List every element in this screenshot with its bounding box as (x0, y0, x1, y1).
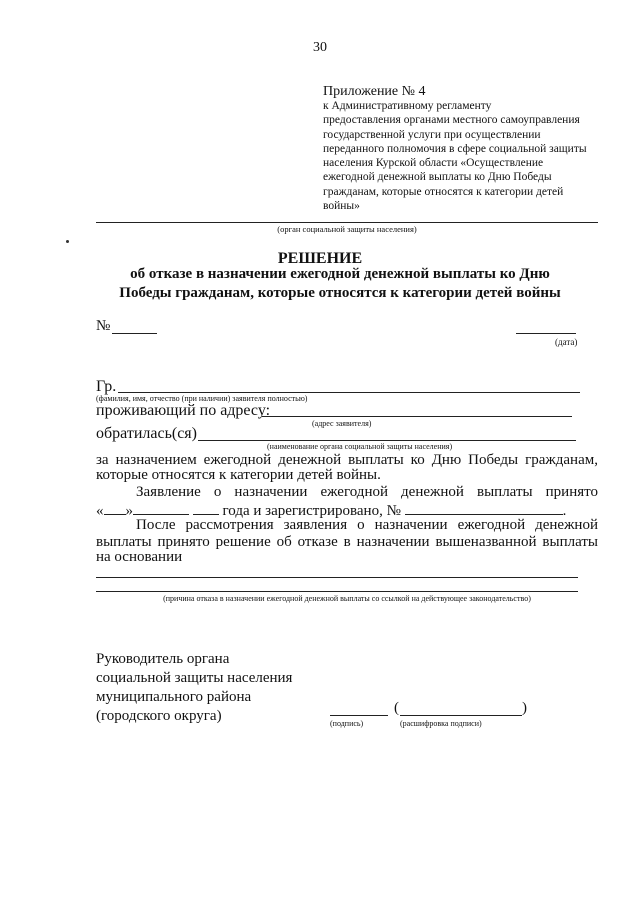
date-line (516, 333, 576, 334)
appendix-line: предоставления органами местного самоуправления (323, 114, 580, 127)
sign-line (330, 715, 388, 716)
month-blank (133, 500, 189, 515)
paragraph-text: на основании (96, 549, 183, 565)
decision-subtitle-line2: Победы гражданам, которые относятся к категории детей войны (119, 285, 561, 301)
reg-number-blank (405, 500, 563, 515)
organ-line (96, 222, 598, 223)
address-line (262, 416, 572, 417)
signature-line: Руководитель органа (96, 651, 230, 667)
year-blank (193, 500, 219, 515)
registration-text: года и зарегистрировано, № (222, 503, 401, 519)
paragraph-text: Заявление о назначении ежегодной денежной выплаты принято (136, 484, 598, 500)
reason-caption: (причина отказа в назначении ежегодной денежной выплаты со ссылкой на действующее законодательство) (163, 594, 531, 603)
day-blank (104, 500, 126, 515)
citizen-caption: (фамилия, имя, отчество (при наличии) заявителя полностью) (96, 394, 308, 403)
appendix-line: к Административному регламенту (323, 100, 492, 112)
decode-caption: (расшифровка подписи) (400, 719, 482, 728)
signature-line: муниципального района (96, 689, 252, 705)
paragraph-text: выплаты принято решение об отказе в назначении вышеназванной выплаты (96, 534, 598, 550)
applied-label: обратилась(ся) (96, 425, 197, 442)
date-caption: (дата) (555, 337, 578, 347)
signature-line: социальной защиты населения (96, 670, 293, 686)
reason-line-2 (96, 591, 578, 592)
number-label: № (96, 318, 111, 334)
decode-close-paren: ) (522, 700, 527, 716)
signature-title (96, 650, 292, 726)
citizen-line (118, 392, 580, 393)
open-quote: « (96, 503, 104, 519)
decode-open-paren: ( (394, 700, 399, 716)
decision-subtitle-line1: об отказе в назначении ежегодной денежной выплаты ко Дню (130, 266, 550, 282)
appendix-line: государственной услуги при осуществлении (323, 128, 541, 141)
paragraph-text: После рассмотрения заявления о назначении ежегодной денежной (136, 517, 598, 533)
decision-title: РЕШЕНИЕ (277, 250, 363, 267)
applied-caption: (наименование органа социальной защиты населения) (267, 442, 453, 451)
signature-line: (городского округа) (96, 708, 222, 724)
address-caption: (адрес заявителя) (312, 419, 372, 428)
appendix-line: войны» (323, 200, 360, 213)
sign-caption: (подпись) (330, 719, 364, 728)
appendix-line: населения Курской области «Осуществление (323, 157, 544, 170)
appendix-block (323, 84, 623, 213)
applied-line (198, 440, 576, 441)
decode-line (400, 715, 522, 716)
number-line (112, 333, 157, 334)
registration-period: . (562, 503, 567, 519)
bullet-mark (66, 240, 69, 243)
close-quote: » (125, 503, 133, 519)
paragraph-text: которые относятся к категории детей войны. (96, 467, 381, 483)
citizen-label: Гр. (96, 378, 117, 395)
appendix-title: Приложение № 4 (323, 84, 426, 99)
page-number: 30 (313, 40, 327, 55)
paragraph-text: за назначением ежегодной денежной выплаты ко Дню Победы гражданам, (96, 452, 598, 468)
appendix-line: гражданам, которые относятся к категории детей (323, 185, 564, 198)
appendix-line: переданного полномочия в сфере социальной защиты (323, 142, 587, 155)
reason-line-1 (96, 577, 578, 578)
address-label: проживающий по адресу: (96, 402, 271, 419)
organ-caption: (орган социальной защиты населения) (277, 224, 417, 234)
appendix-line: ежегодной денежной выплаты ко Дню Победы (323, 171, 552, 184)
